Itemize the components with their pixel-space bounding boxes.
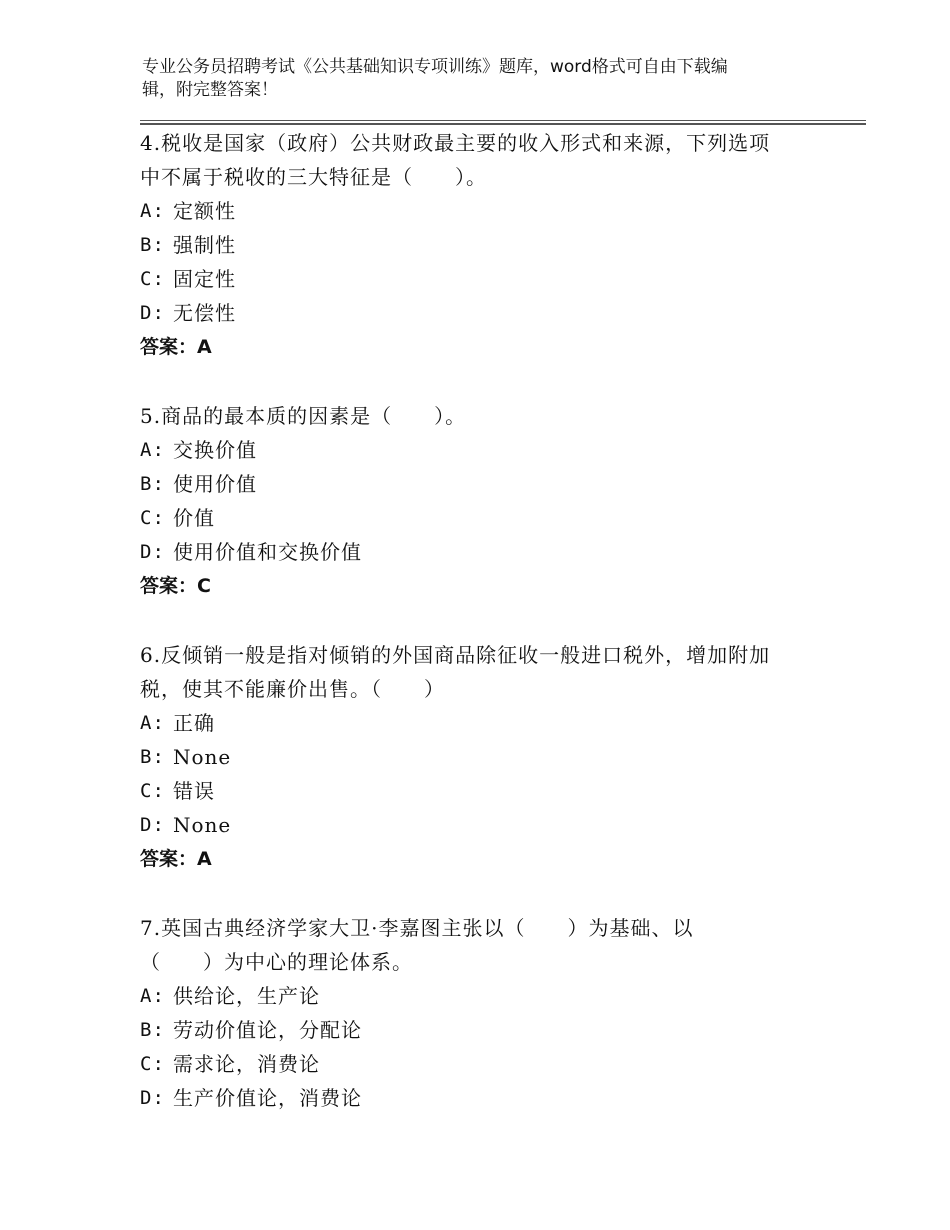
option-key: D:	[140, 541, 165, 563]
option-key: B:	[140, 473, 165, 495]
option-text: 强制性	[173, 233, 236, 257]
option-b	[140, 1013, 800, 1047]
answer-label: 答案：A	[140, 336, 212, 358]
question-4	[140, 126, 800, 364]
option-key: A:	[140, 200, 165, 222]
option-text: 价值	[173, 506, 215, 530]
question-stem-line-2: （ ）为中心的理论体系。	[140, 950, 413, 974]
option-key: B:	[140, 746, 165, 768]
option-key: D:	[140, 302, 165, 324]
answer-label: 答案：C	[140, 575, 211, 597]
option-text: 定额性	[173, 199, 236, 223]
option-text: 正确	[173, 711, 215, 735]
option-key: C:	[140, 1053, 165, 1075]
option-d	[140, 1081, 800, 1115]
option-d	[140, 296, 800, 330]
option-d	[140, 808, 800, 842]
option-text: None	[173, 813, 232, 837]
question-5	[140, 399, 800, 603]
option-text: 需求论，消费论	[173, 1052, 320, 1076]
option-d	[140, 535, 800, 569]
option-key: A:	[140, 712, 165, 734]
option-key: A:	[140, 439, 165, 461]
option-text: 交换价值	[173, 438, 257, 462]
option-text: 无偿性	[173, 301, 236, 325]
option-b	[140, 740, 800, 774]
answer-label: 答案：A	[140, 848, 212, 870]
option-b	[140, 467, 800, 501]
option-text: None	[173, 745, 232, 769]
option-key: B:	[140, 1019, 165, 1041]
option-text: 固定性	[173, 267, 236, 291]
question-stem-line-2: 中不属于税收的三大特征是（ ）。	[140, 165, 487, 189]
option-text: 劳动价值论，分配论	[173, 1018, 362, 1042]
option-a	[140, 979, 800, 1013]
option-a	[140, 194, 800, 228]
option-text: 使用价值	[173, 472, 257, 496]
option-a	[140, 706, 800, 740]
document-header	[142, 56, 792, 102]
header-divider	[140, 120, 866, 125]
question-stem-line-1: 6.反倾销一般是指对倾销的外国商品除征收一般进口税外，增加附加	[140, 643, 771, 667]
option-text: 错误	[173, 779, 215, 803]
option-b	[140, 228, 800, 262]
option-key: D:	[140, 814, 165, 836]
question-stem-line-2: 税，使其不能廉价出售。（ ）	[140, 677, 445, 701]
option-c	[140, 501, 800, 535]
option-key: B:	[140, 234, 165, 256]
question-6	[140, 638, 800, 876]
header-line-2: 辑，附完整答案！	[142, 80, 278, 100]
option-key: A:	[140, 985, 165, 1007]
header-line-1: 专业公务员招聘考试《公共基础知识专项训练》题库，word格式可自由下载编	[142, 57, 728, 77]
option-key: C:	[140, 507, 165, 529]
question-stem-line-1: 4.税收是国家（政府）公共财政最主要的收入形式和来源，下列选项	[140, 131, 771, 155]
option-key: D:	[140, 1087, 165, 1109]
option-text: 使用价值和交换价值	[173, 540, 362, 564]
option-key: C:	[140, 780, 165, 802]
question-stem-line-1: 5.商品的最本质的因素是（ ）。	[140, 404, 467, 428]
question-stem-line-1: 7.英国古典经济学家大卫·李嘉图主张以（ ）为基础、以	[140, 916, 694, 940]
option-key: C:	[140, 268, 165, 290]
option-text: 供给论，生产论	[173, 984, 320, 1008]
option-a	[140, 433, 800, 467]
option-c	[140, 774, 800, 808]
question-7	[140, 911, 800, 1115]
option-c	[140, 262, 800, 296]
option-text: 生产价值论，消费论	[173, 1086, 362, 1110]
option-c	[140, 1047, 800, 1081]
